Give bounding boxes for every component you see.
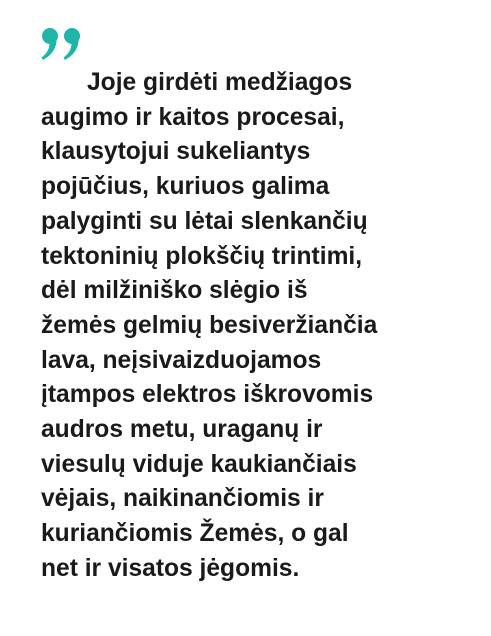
quote-line: Joje girdėti medžiagos	[87, 69, 353, 96]
quote-line: viesulų viduje kaukiančiais	[41, 450, 357, 478]
quote-text	[41, 66, 481, 587]
quote-line: kuriančiomis Žemės, o gal	[41, 520, 349, 548]
quote-line: įtampos elektros iškrovomis	[41, 381, 374, 409]
quote-line: žemės gelmių besiveržiančia	[41, 311, 378, 339]
quote-line: lava, neįsivaizduojamos	[41, 346, 322, 374]
quote-line: audros metu, uraganų ir	[41, 416, 323, 444]
quote-line: tektoninių plokščių trintimi,	[41, 242, 363, 270]
quote-line: augimo ir kaitos procesai,	[41, 103, 345, 131]
quote-line: pojūčius, kuriuos galima	[41, 173, 330, 201]
quote-icon	[40, 24, 88, 64]
quote-line: net ir visatos jėgomis.	[41, 554, 300, 582]
quote-line: vėjais, naikinančiomis ir	[41, 485, 324, 513]
quote-line: palyginti su lėtai slenkančių	[41, 207, 368, 235]
quote-line: klausytojui sukeliantys	[41, 138, 311, 166]
quote-line: dėl milžiniško slėgio iš	[41, 277, 308, 305]
